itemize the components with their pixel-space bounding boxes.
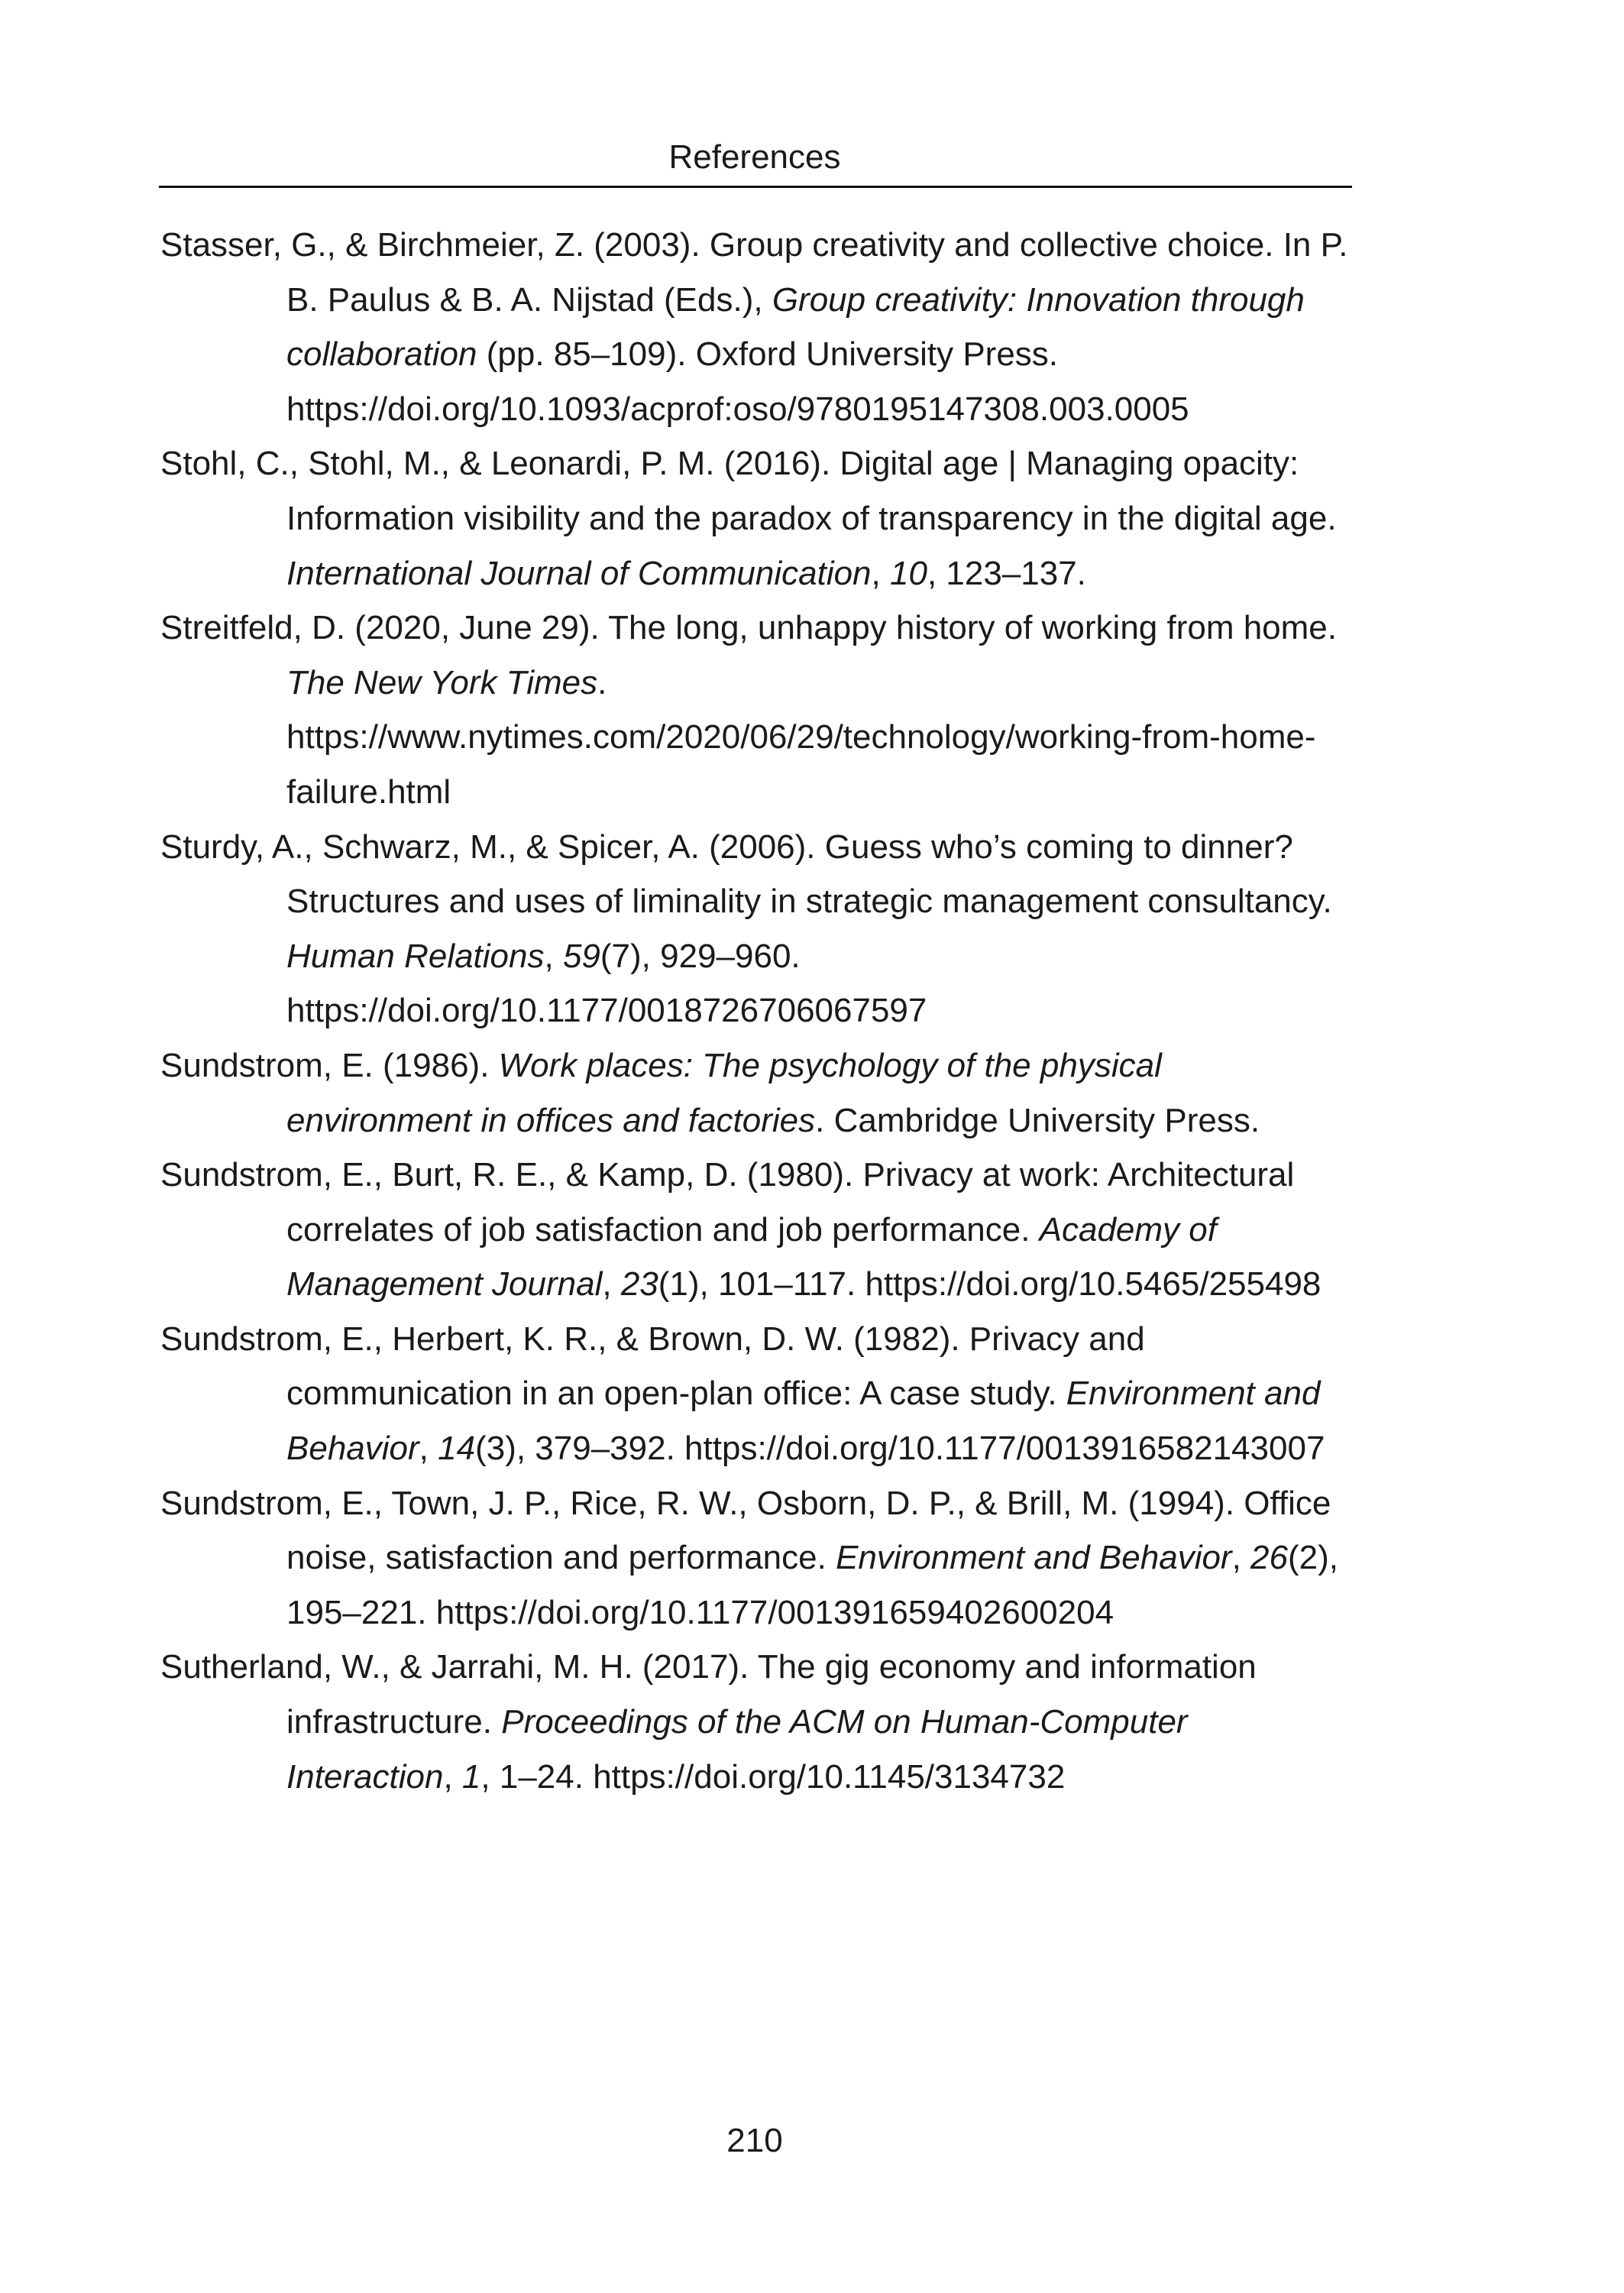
reference-text: Stasser, G., & Birchmeier, Z. (2003). Group creativity and collective choice. In P. B. Paulus & B. A. Nijstad (Eds.), [160,226,1348,319]
running-header: References [668,138,841,176]
reference-italic-text: Human Relations [286,937,545,975]
reference-text: Sundstrom, E. (1986). [160,1046,499,1084]
reference-text: (2), 195–221. https://doi.org/10.1177/001391659402600204 [286,1539,1338,1631]
reference-text: , [871,554,890,592]
reference-italic-text: Group creativity: Innovation through collaboration [286,280,1305,374]
reference-entry [160,601,1352,819]
reference-text: (1), 101–117. https://doi.org/10.5465/255498 [658,1265,1322,1304]
reference-text: , [419,1430,438,1468]
reference-italic-text: 59 [562,937,600,975]
reference-text: , 1–24. https://doi.org/10.1145/3134732 [480,1757,1066,1796]
reference-list [160,218,1352,1804]
reference-italic-text: International Journal of Communication [286,554,872,592]
reference-italic-text: 23 [620,1265,658,1304]
reference-entry [160,820,1352,1038]
reference-entry [160,436,1352,601]
reference-text: Stohl, C., Stohl, M., & Leonardi, P. M. (2016). Digital age | Managing opacity: Information visibility and the paradox of transparency in the digital age. [160,445,1337,537]
reference-entry [160,1312,1352,1476]
reference-text: (3), 379–392. https://doi.org/10.1177/0013916582143007 [475,1430,1325,1468]
reference-entry [160,218,1352,436]
reference-text: , [602,1265,621,1304]
reference-text: . Cambridge University Press. [815,1101,1260,1139]
reference-italic-text: 1 [461,1757,481,1796]
header-rule [159,186,1352,188]
reference-italic-text: Academy of Management Journal [286,1210,1217,1304]
reference-italic-text: Environment and Behavior [836,1539,1232,1577]
reference-text: Sundstrom, E., Herbert, K. R., & Brown, D. W. (1982). Privacy and communication in an open-plan office: A case study. [160,1320,1145,1413]
reference-text: , [544,937,563,975]
reference-text: (pp. 85–109). Oxford University Press. https://doi.org/10.1093/acprof:oso/9780195147308.003.0005 [286,335,1189,428]
reference-text: Streitfeld, D. (2020, June 29). The long, unhappy history of working from home. [160,609,1337,647]
reference-text: Sutherland, W., & Jarrahi, M. H. (2017). The gig economy and information infrastructure. [160,1648,1257,1741]
reference-text: Sturdy, A., Schwarz, M., & Spicer, A. (2006). Guess who’s coming to dinner? Structures and uses of liminality in strategic management consultancy. [160,827,1332,921]
reference-italic-text: 26 [1250,1539,1288,1577]
page-number: 210 [726,2122,783,2159]
reference-text: Sundstrom, E., Town, J. P., Rice, R. W., Osborn, D. P., & Brill, M. (1994). Office noise, satisfaction and performance. [160,1484,1331,1577]
reference-entry [160,1148,1352,1312]
reference-text: , [1231,1539,1251,1577]
reference-text: , [443,1757,462,1796]
reference-italic-text: Proceedings of the ACM on Human-Computer Interaction [286,1703,1188,1796]
reference-entry [160,1640,1352,1804]
reference-italic-text: Environment and Behavior [286,1375,1321,1468]
reference-text: . https://www.nytimes.com/2020/06/29/technology/working-from-home-failure.html [286,663,1316,811]
reference-text: , 123–137. [927,554,1086,592]
reference-italic-text: Work places: The psychology of the physical environment in offices and factories [286,1046,1162,1139]
reference-text: (7), 929–960. https://doi.org/10.1177/0018726706067597 [286,937,927,1030]
reference-entry [160,1038,1352,1148]
reference-italic-text: 14 [438,1430,476,1468]
reference-text: Sundstrom, E., Burt, R. E., & Kamp, D. (1980). Privacy at work: Architectural correlates of job satisfaction and job performance. [160,1156,1295,1249]
reference-entry [160,1476,1352,1640]
reference-italic-text: The New York Times [286,663,598,701]
reference-italic-text: 10 [889,554,927,592]
